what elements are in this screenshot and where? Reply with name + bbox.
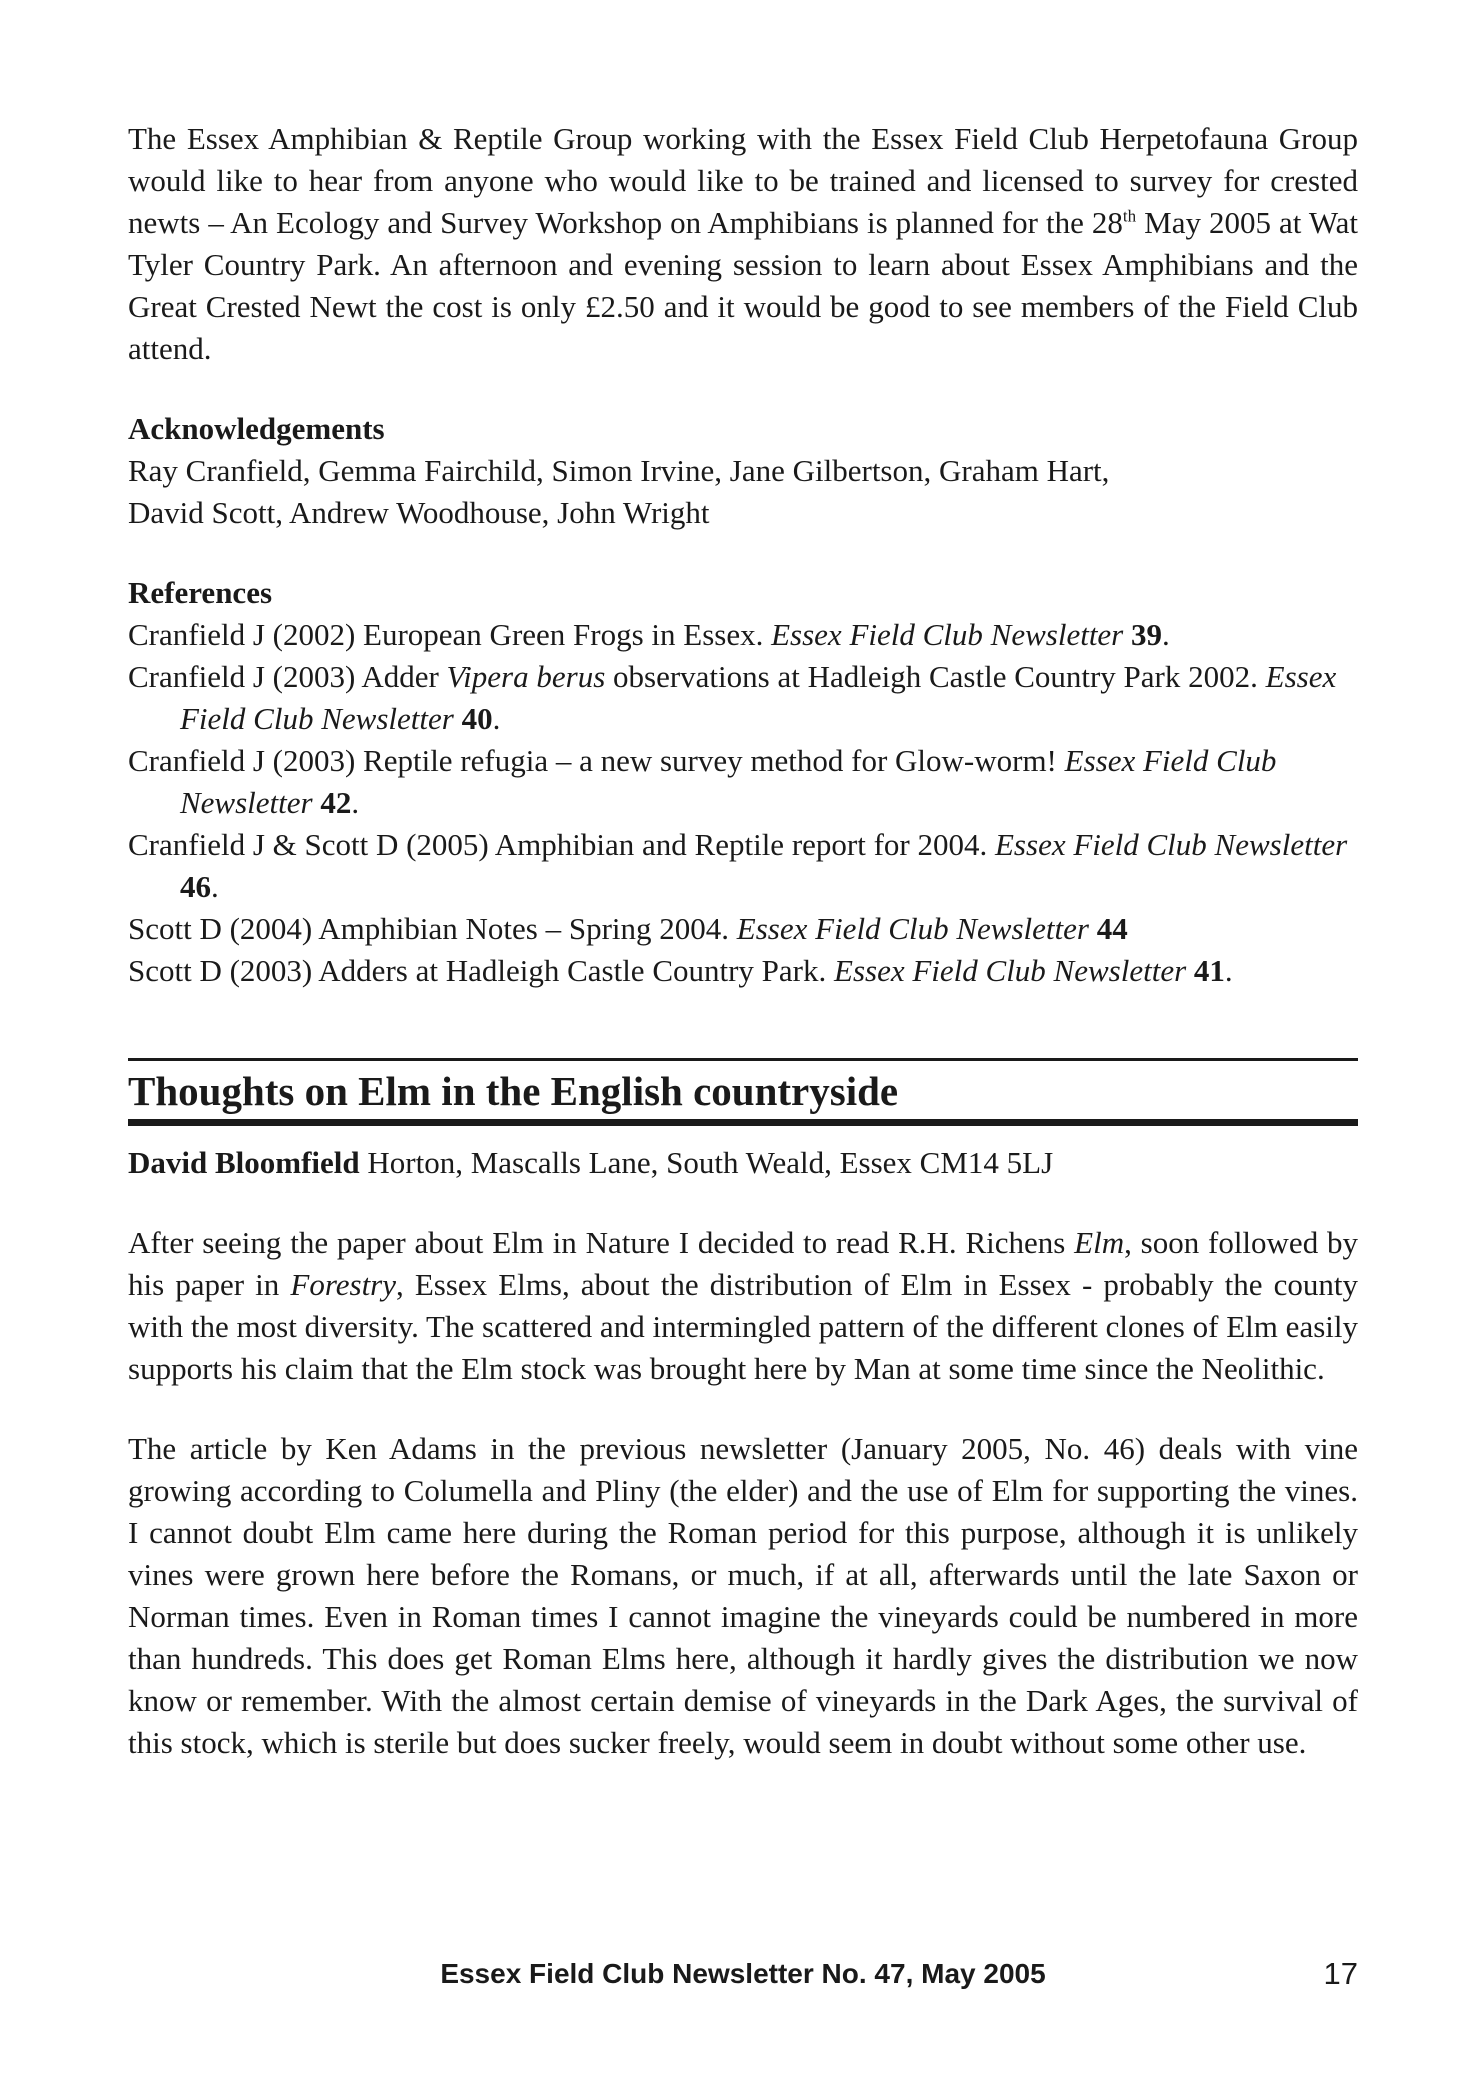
references-heading: References — [128, 575, 273, 610]
reference-item — [128, 740, 1358, 824]
reference-end: . — [1162, 617, 1170, 652]
reference-text: Cranfield J & Scott D (2005) Amphibian and Reptile report for 2004. — [128, 827, 995, 862]
reference-text: Cranfield J (2003) Reptile refugia – a new survey method for Glow-worm! — [128, 743, 1065, 778]
reference-journal: Essex Field Club Newsletter — [736, 911, 1089, 946]
body-text: , Essex Elms, about the distribution of Elm in Essex - probably the county with the most diversity. The scattered and intermingled pattern of the different clones of Elm easily supports his claim that the Elm stock was brought here by Man at some time since the Neolithic. — [128, 1267, 1358, 1386]
reference-journal: Essex Field Club Newsletter — [834, 953, 1187, 988]
reference-text: Cranfield J (2003) Adder — [128, 659, 447, 694]
footer-publication-title: Essex Field Club Newsletter No. 47, May 2005 — [440, 1958, 1046, 1989]
article-title: Thoughts on Elm in the English countryside — [128, 1068, 899, 1114]
title-rule-bottom — [128, 1119, 1358, 1126]
article-paragraph-2: The article by Ken Adams in the previous newsletter (January 2005, No. 46) deals with vine growing according to Columella and Pliny (the elder) and the use of Elm for supporting the vines. I cannot doubt Elm came here during the Roman period for this purpose, although it is unlikely vines were grown here before the Romans, or much, if at all, afterwards until the late Saxon or Norman times. Even in Roman times I cannot imagine the vineyards could be numbered in more than hundreds. This does get Roman Elms here, although it hardly gives the distribution we now know or remember. With the almost certain demise of vineyards in the Dark Ages, the survival of this stock, which is sterile but does sucker freely, would seem in doubt without some other use. — [128, 1431, 1358, 1760]
body-text: After seeing the paper about Elm in Nature I decided to read R.H. Richens — [128, 1225, 1075, 1260]
reference-journal: Essex Field Club Newsletter — [995, 827, 1348, 862]
acknowledgements-section — [128, 408, 1358, 534]
reference-issue: 44 — [1096, 911, 1128, 946]
ordinal-superscript: th — [1122, 206, 1137, 226]
reference-item — [128, 824, 1358, 908]
reference-end: . — [492, 701, 501, 736]
intro-text-part1: The Essex Amphibian & Reptile Group working with the Essex Field Club Herpetofauna Group would like to hear from anyone who would like to be trained and licensed to survey for crested newts – An Ecology and Survey Workshop on Amphibians is planned for the 28 — [128, 121, 1358, 240]
reference-issue: 41 — [1193, 953, 1225, 988]
references-section — [128, 572, 1358, 992]
reference-issue: 40 — [461, 701, 493, 736]
reference-item — [128, 950, 1358, 992]
reference-species-name: Vipera berus — [446, 659, 606, 694]
reference-item — [128, 656, 1358, 740]
intro-text-part2: May 2005 at Wat Tyler Country Park. An afternoon and evening session to learn about Essex Amphibians and the Great Crested Newt the cost is only £2.50 and it would be good to see members of the Field Club attend. — [128, 205, 1358, 366]
reference-space — [1123, 617, 1131, 652]
reference-end: . — [351, 785, 360, 820]
reference-journal: Essex Field Club Newsletter — [180, 659, 1337, 736]
author-name: David Bloomfield — [128, 1145, 360, 1180]
article-paragraph-1 — [128, 1222, 1358, 1390]
newsletter-page — [128, 118, 1358, 1764]
reference-space — [1089, 911, 1097, 946]
article-byline — [128, 1142, 1358, 1184]
acknowledgements-line-2: David Scott, Andrew Woodhouse, John Wright — [128, 495, 710, 530]
reference-item — [128, 614, 1358, 656]
acknowledgements-heading: Acknowledgements — [128, 411, 385, 446]
body-text: , soon followed by his paper in — [128, 1225, 1358, 1302]
reference-issue: 42 — [320, 785, 352, 820]
reference-journal: Essex Field Club Newsletter — [771, 617, 1124, 652]
reference-end: . — [1224, 953, 1233, 988]
author-address: Horton, Mascalls Lane, South Weald, Essex CM14 5LJ — [359, 1145, 1054, 1180]
page-footer — [128, 1954, 1358, 1994]
reference-space — [454, 701, 462, 736]
reference-journal: Essex Field Club Newsletter — [180, 743, 1277, 820]
reference-item — [128, 908, 1358, 950]
book-title: Elm — [1074, 1225, 1125, 1260]
reference-issue: 46 — [180, 869, 211, 904]
reference-end: . — [211, 869, 219, 904]
reference-text: Cranfield J (2002) European Green Frogs in Essex. — [128, 617, 772, 652]
reference-text: Scott D (2004) Amphibian Notes – Spring 2004. — [128, 911, 737, 946]
intro-paragraph — [128, 118, 1358, 370]
reference-issue: 39 — [1131, 617, 1162, 652]
acknowledgements-line-1: Ray Cranfield, Gemma Fairchild, Simon Irvine, Jane Gilbertson, Graham Hart, — [128, 453, 1110, 488]
journal-title: Forestry — [290, 1267, 396, 1302]
reference-space — [1186, 953, 1194, 988]
reference-text: observations at Hadleigh Castle Country Park 2002. — [605, 659, 1266, 694]
page-number: 17 — [1323, 1956, 1358, 1991]
reference-text: Scott D (2003) Adders at Hadleigh Castle Country Park. — [128, 953, 835, 988]
